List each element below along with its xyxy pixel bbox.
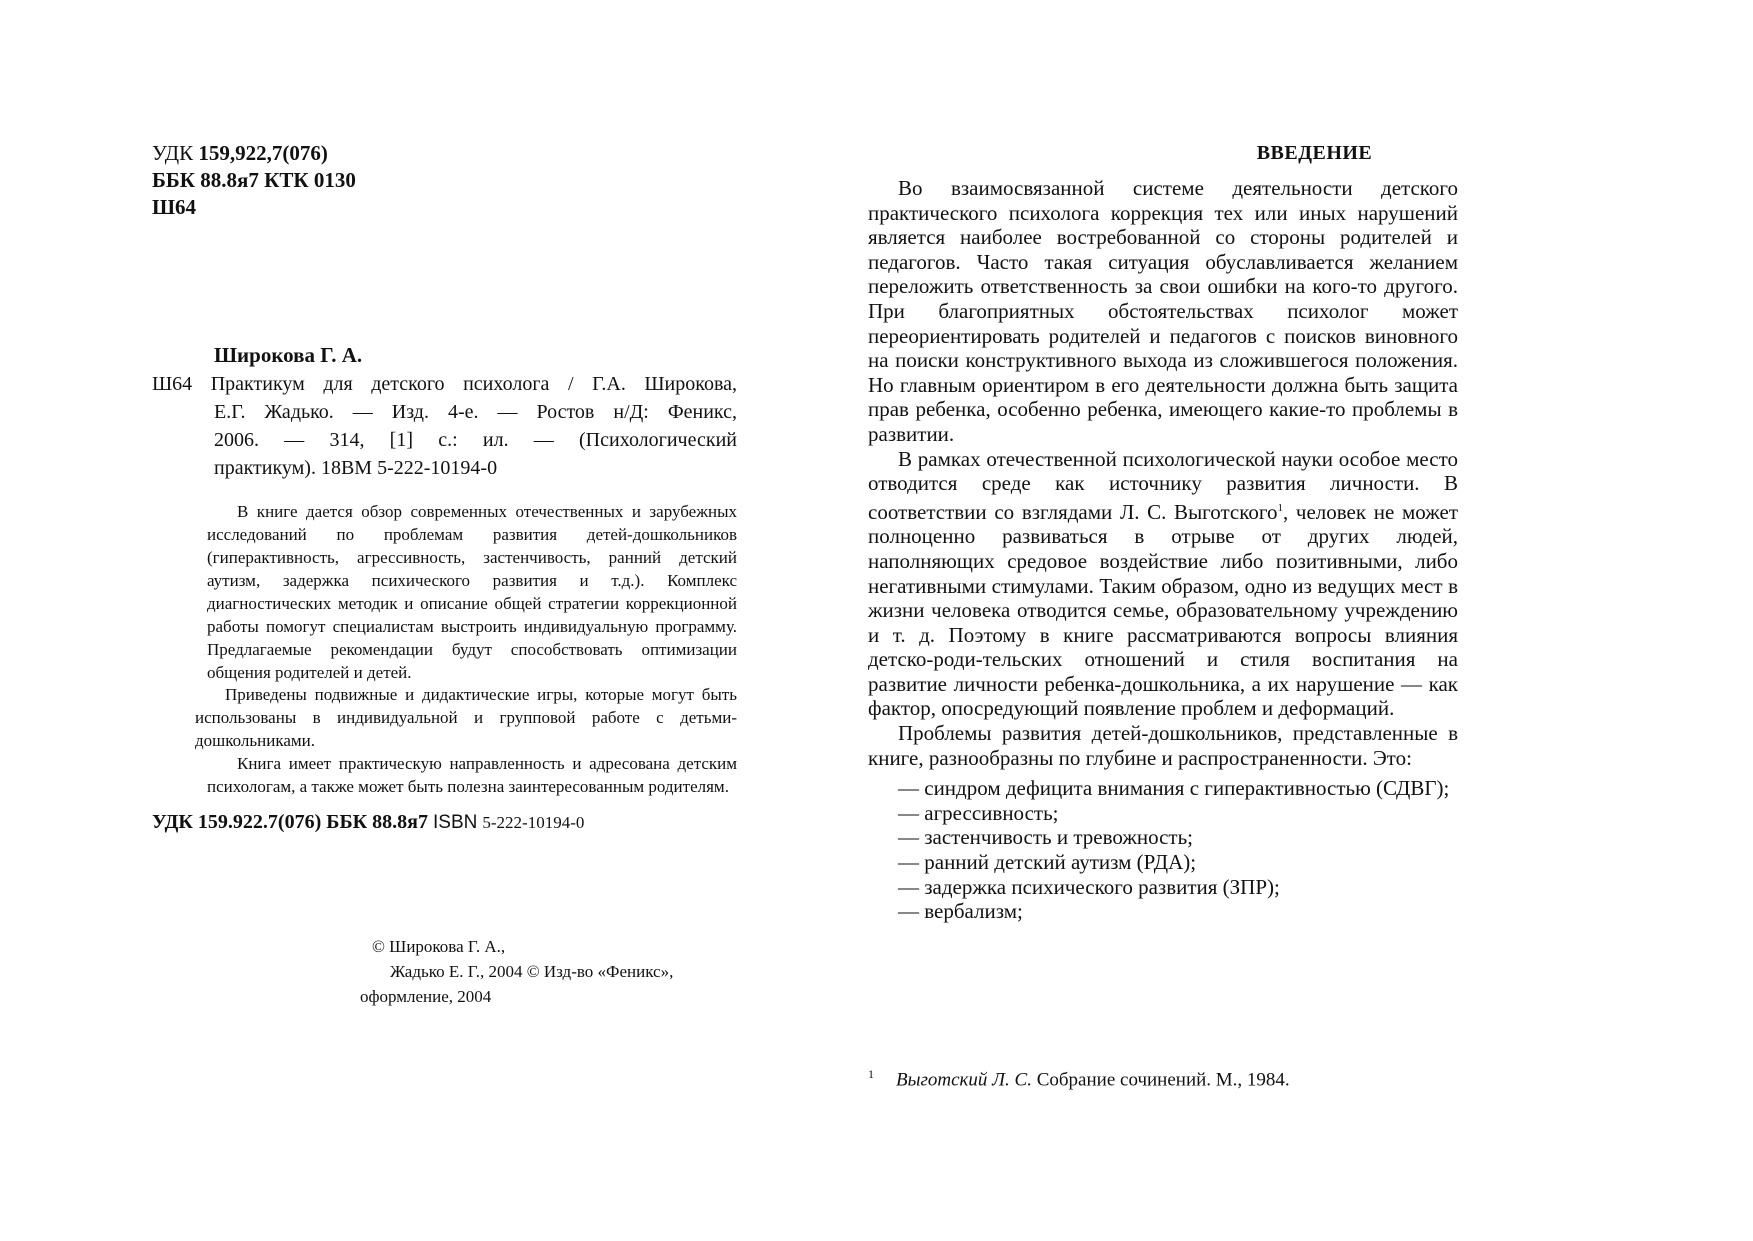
isbn-label: ISBN: [433, 812, 478, 833]
copyright-line: © Широкова Г. А.,: [372, 937, 506, 956]
catalog-line: Е.Г. Жадько. — Изд. 4-е. — Ростов н/Д: Феникс,: [214, 401, 737, 423]
udk-label: УДК: [152, 141, 194, 165]
footnote-mark: 1: [868, 1067, 874, 1081]
list-item: — застенчивость и тревожность;: [898, 825, 1194, 850]
bottom-udk-bbk: УДК 159.922.7(076) ББК 88.8я7: [152, 811, 429, 833]
intro-paragraph: [868, 447, 1458, 722]
footnote-reference[interactable]: 1: [1277, 501, 1283, 514]
author-heading: Широкова Г. А.: [214, 343, 363, 367]
copyright-line: Жадько Е. Г., 2004 © Изд-во «Феникс»,: [390, 962, 674, 981]
list-item: — ранний детский аутизм (РДА);: [898, 850, 1197, 875]
list-item: — вербализм;: [898, 899, 1023, 924]
author-cipher: Ш64: [152, 195, 197, 219]
footnote: [868, 1067, 1290, 1091]
isbn-value: 5-222-10194-0: [482, 813, 585, 832]
classification-codes: [152, 140, 356, 221]
list-item: — агрессивность;: [898, 800, 1059, 825]
catalog-line: практикум). 18BM 5-222-10194-0: [214, 457, 498, 479]
left-page: [0, 0, 876, 1241]
catalog-line: 2006. — 314, [1] с.: ил. — (Психологический: [214, 429, 737, 451]
catalog-entry: [152, 370, 737, 482]
copyright-line: оформление, 2004: [360, 987, 492, 1006]
introduction-body: [868, 176, 1458, 924]
list-item: — задержка психического развития (ЗПР);: [898, 874, 1280, 899]
bbk-line: ББК 88.8я7 КТК 0130: [152, 168, 356, 192]
footnote-author: Выготский Л. С.: [896, 1069, 1032, 1091]
list-item: — синдром дефицита внимания с гиперактивностью (СДВГ);: [898, 776, 1450, 801]
para2-text-after: , человек не может полноценно развиваться в отрыве от других людей, наполняющих средовое воздействие либо позитивными, либо негативными стимулами. Таким образом, одно из ведущих мест в жизни человека отводится семье, образовательному учреждению и т. д. Поэтому в книге рассматриваются вопросы влияния детско-роди-тельских отношений и стиля воспитания на развитие личности ребенка-дошкольника, а их нарушение — как фактор, опосредующий появление проблем и деформаций.: [868, 499, 1458, 721]
abstract-paragraph: Книга имеет практическую направленность и адресована детским психологам, а также может быть полезна заинтересованным родителям.: [207, 754, 737, 796]
udk-value: 159,922,7(076): [198, 141, 328, 165]
intro-paragraph: Проблемы развития детей-дошкольников, представленные в книге, разнообразны по глубине и распространенности. Это:: [868, 721, 1458, 770]
catalog-line: Ш64 Практикум для детского психолога / Г.А. Широкова,: [152, 373, 737, 395]
bottom-codes: [152, 811, 584, 834]
abstract-paragraph: Приведены подвижные и дидактические игры, которые могут быть использованы в индивидуальной и групповой работе с детьми-дошкольниками.: [195, 685, 737, 750]
chapter-title: ВВЕДЕНИЕ: [1256, 142, 1373, 164]
abstract-paragraph: В книге дается обзор современных отечественных и зарубежных исследований по проблемам развития детей-дошкольников (гиперактивность, агрессивность, застенчивость, ранний детский аутизм, задержка психического развития и т.д.). Комплекс диагностических методик и описание общей стратегии коррекционной работы помогут специалистам выстроить индивидуальную программу. Предлагаемые рекомендации будут способствовать оптимизации общения родителей и детей.: [207, 502, 737, 682]
para2-text-before: В рамках отечественной психологической науки особое место отводится среде как источнику развития личности. В соответствии со взглядами Л. С. Выготского: [868, 446, 1458, 524]
intro-paragraph: Во взаимосвязанной системе деятельности детского практического психолога коррекция тех или иных нарушений является наиболее востребованной со стороны родителей и педагогов. Часто такая ситуация обуславливается желанием переложить ответственность за свои ошибки на кого-то другого. При благоприятных обстоятельствах психолог может переориентировать родителей и педагогов с поисков виновного на поиски конструктивного выхода из сложившегося положения. Но главным ориентиром в его деятельности должна быть защита прав ребенка, особенно ребенка, имеющего какие-то проблемы в развитии.: [868, 176, 1458, 446]
problems-list: [868, 776, 1458, 924]
footnote-text: Собрание сочинений. М., 1984.: [1036, 1069, 1290, 1091]
